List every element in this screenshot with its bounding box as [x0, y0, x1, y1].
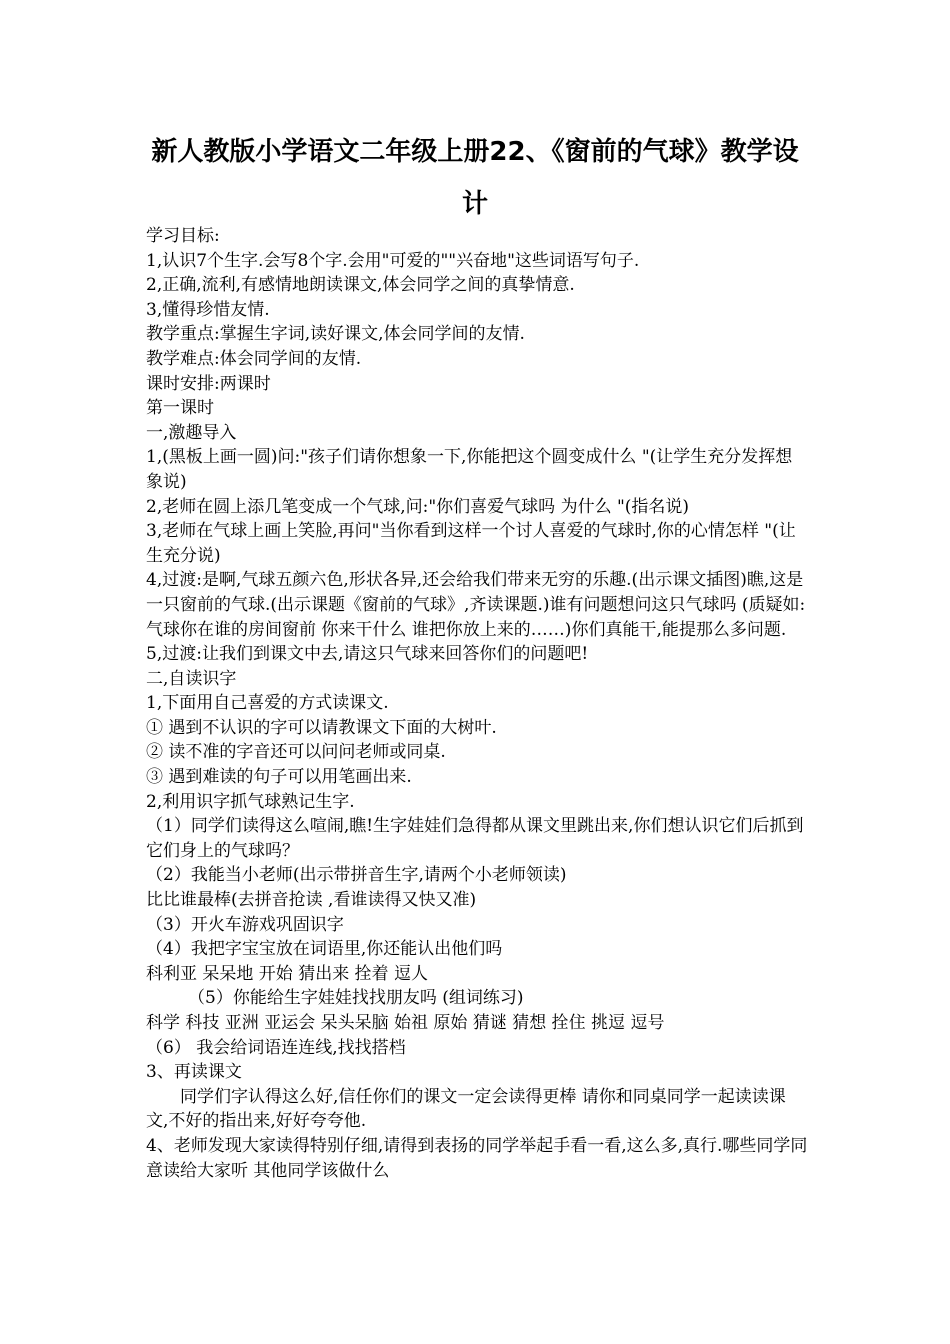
paragraph: 3,懂得珍惜友情.	[146, 299, 270, 320]
paragraph: ② 读不准的字音还可以问问老师或同桌.	[146, 742, 446, 763]
document-body	[146, 224, 808, 1183]
paragraph: （6） 我会给词语连连线,找找搭档	[146, 1037, 406, 1058]
paragraph: 5,过渡:让我们到课文中去,请这只气球来回答你们的问题吧!	[146, 644, 589, 665]
paragraph: 一,激趣导入	[146, 422, 237, 443]
paragraph: 1,(黑板上画一圆)问:"孩子们请你想象一下,你能把这个圆变成什么 "(让学生充分发挥想象说)	[146, 447, 793, 492]
paragraph: 教学难点:体会同学间的友情.	[146, 348, 362, 369]
paragraph: 2,正确,流利,有感情地朗读课文,体会同学之间的真挚情意.	[146, 275, 575, 296]
paragraph: （3）开火车游戏巩固识字	[146, 914, 344, 935]
paragraph: 2,利用识字抓气球熟记生字.	[146, 791, 355, 812]
paragraph: 教学重点:掌握生字词,读好课文,体会同学间的友情.	[146, 324, 525, 345]
paragraph: 1,下面用自己喜爱的方式读课文.	[146, 693, 389, 714]
document-title	[140, 126, 810, 230]
paragraph: （5）你能给生字娃娃找找朋友吗 (组词练习)	[188, 988, 524, 1009]
paragraph: （4）我把字宝宝放在词语里,你还能认出他们吗	[146, 939, 503, 960]
paragraph: 课时安排:两课时	[146, 373, 271, 394]
paragraph: （1）同学们读得这么喧闹,瞧!生字娃娃们急得都从课文里跳出来,你们想认识它们后抓到它们身上的气球吗？	[146, 816, 804, 861]
paragraph: 二,自读识字	[146, 668, 237, 689]
paragraph: ③ 遇到难读的句子可以用笔画出来.	[146, 767, 412, 788]
paragraph: 比比谁最棒(去拼音抢读 ,看谁读得又快又准)	[146, 890, 477, 911]
paragraph: 4,过渡:是啊,气球五颜六色,形状各异,还会给我们带来无穷的乐趣.(出示课文插图)瞧,这是一只窗前的气球.(出示课题《窗前的气球》,齐读课题.)谁有问题想问这只气球吗 (质疑如:气球你在谁的房间窗前 你来干什么 谁把你放上来的……)你们真能干,能提那么多问题.	[146, 570, 806, 640]
paragraph: （2）我能当小老师(出示带拼音生字,请两个小老师领读)	[146, 865, 567, 886]
title-line-1: 新人教版小学语文二年级上册22、《窗前的气球》教学设	[151, 137, 799, 167]
paragraph: 第一课时	[146, 398, 214, 419]
paragraph: 学习目标:	[146, 226, 220, 246]
paragraph: ① 遇到不认识的字可以请教课文下面的大树叶.	[146, 717, 497, 738]
title-line-2: 计	[461, 189, 488, 219]
paragraph: 3,老师在气球上画上笑脸,再问"当你看到这样一个讨人喜爱的气球时,你的心情怎样 "(让生充分说)	[146, 521, 796, 566]
paragraph: 3、再读课文	[146, 1062, 242, 1083]
paragraph: 科利亚 呆呆地 开始 猜出来 拴着 逗人	[146, 963, 429, 984]
paragraph: 1,认识7个生字.会写8个字.会用"可爱的""兴奋地"这些词语写句子.	[146, 250, 640, 271]
paragraph: 同学们字认得这么好,信任你们的课文一定会读得更棒 请你和同桌同学一起读读课文,不好的指出来,好好夸夸他.	[146, 1086, 786, 1132]
paragraph: 2,老师在圆上添几笔变成一个气球,问:"你们喜爱气球吗 为什么 "(指名说)	[146, 496, 690, 517]
paragraph: 科学 科技 亚洲 亚运会 呆头呆脑 始祖 原始 猜谜 猜想 拴住 挑逗 逗号	[146, 1013, 665, 1033]
paragraph: 4、老师发现大家读得特别仔细,请得到表扬的同学举起手看一看,这么多,真行.哪些同学同意读给大家听 其他同学该做什么	[146, 1135, 808, 1181]
